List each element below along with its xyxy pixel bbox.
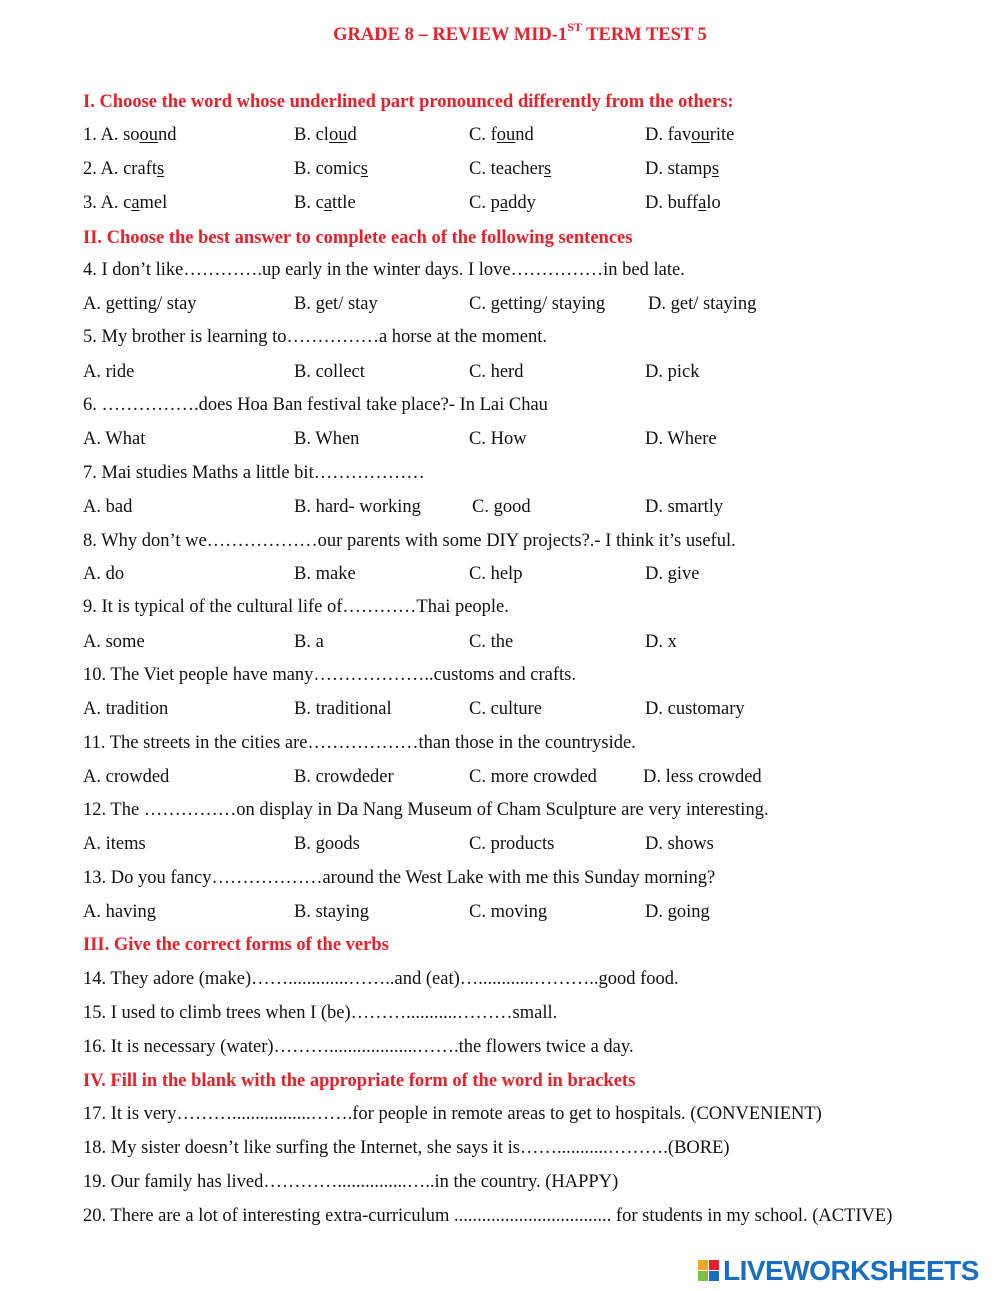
- option-7a: A. bad: [83, 497, 133, 517]
- option-8d: D. give: [645, 564, 700, 584]
- option-4b: B. get/ stay: [294, 294, 378, 314]
- section-heading-verb-forms: III. Give the correct forms of the verbs: [83, 935, 389, 955]
- logo-block: [709, 1271, 719, 1281]
- option-12b: B. goods: [294, 834, 360, 854]
- option-10b: B. traditional: [294, 699, 392, 719]
- question-15: 15. I used to climb trees when I (be)………...........………small.: [83, 1003, 558, 1023]
- logo-blocks-icon: [698, 1260, 720, 1282]
- option-3b: B. cattle: [294, 193, 356, 213]
- option-5c: C. herd: [469, 362, 524, 382]
- worksheet-title: GRADE 8 – REVIEW MID-1ST TERM TEST 5: [333, 20, 707, 46]
- option-3d: D. buffalo: [645, 193, 721, 213]
- option-4c: C. getting/ staying: [469, 294, 606, 314]
- option-13a: A. having: [83, 902, 156, 922]
- option-11c: C. more crowded: [469, 767, 597, 787]
- question-12: 12. The ……………on display in Da Nang Museum of Cham Sculpture are very interesting.: [83, 800, 769, 820]
- option-9c: C. the: [469, 632, 514, 652]
- option-9b: B. a: [294, 632, 324, 652]
- option-2d: D. stamps: [645, 159, 720, 179]
- question-17: 17. It is very……….................…….for people in remote areas to get to hospitals. (CONVENIENT): [83, 1104, 822, 1124]
- option-4d: D. get/ staying: [648, 294, 757, 314]
- logo-text: LIVEWORKSHEETS: [723, 1255, 979, 1286]
- section-heading-word-form: IV. Fill in the blank with the appropriate form of the word in brackets: [83, 1071, 636, 1091]
- option-6c: C. How: [469, 429, 527, 449]
- option-7d: D. smartly: [645, 497, 724, 517]
- option-1c: C. found: [469, 125, 534, 145]
- question-9: 9. It is typical of the cultural life of…………Thai people.: [83, 597, 509, 617]
- option-12c: C. products: [469, 834, 555, 854]
- question-7: 7. Mai studies Maths a little bit………………: [83, 463, 425, 483]
- option-13c: C. moving: [469, 902, 548, 922]
- option-6a: A. What: [83, 429, 146, 449]
- option-2a: 2. A. crafts: [83, 159, 165, 179]
- option-6d: D. Where: [645, 429, 717, 449]
- option-9a: A. some: [83, 632, 145, 652]
- option-10d: D. customary: [645, 699, 745, 719]
- option-8a: A. do: [83, 564, 125, 584]
- question-20: 20. There are a lot of interesting extra-curriculum .................................. for students in my school. (ACTIVE): [83, 1206, 893, 1226]
- question-4: 4. I don’t like………….up early in the winter days. I love……………in bed late.: [83, 260, 685, 280]
- option-9d: D. x: [645, 632, 677, 652]
- option-10c: C. culture: [469, 699, 542, 719]
- option-3c: C. paddy: [469, 193, 536, 213]
- option-3a: 3. A. camel: [83, 193, 168, 213]
- option-5d: D. pick: [645, 362, 700, 382]
- option-11d: D. less crowded: [643, 767, 762, 787]
- question-14: 14. They adore (make)…….............……..and (eat)…............………..good food.: [83, 969, 679, 989]
- option-1d: D. favourite: [645, 125, 735, 145]
- question-19: 19. Our family has lived…………...............…..in the country. (HAPPY): [83, 1172, 619, 1192]
- option-5a: A. ride: [83, 362, 135, 382]
- option-1b: B. cloud: [294, 125, 357, 145]
- option-12a: A. items: [83, 834, 146, 854]
- option-4a: A. getting/ stay: [83, 294, 197, 314]
- section-heading-multiple-choice: II. Choose the best answer to complete each of the following sentences: [83, 228, 633, 248]
- option-8c: C. help: [469, 564, 523, 584]
- section-heading-pronunciation: I. Choose the word whose underlined part pronounced differently from the others:: [83, 92, 734, 112]
- option-13d: D. going: [645, 902, 710, 922]
- option-11b: B. crowdeder: [294, 767, 394, 787]
- option-6b: B. When: [294, 429, 360, 449]
- question-5: 5. My brother is learning to……………a horse at the moment.: [83, 327, 547, 347]
- option-2c: C. teachers: [469, 159, 552, 179]
- question-13: 13. Do you fancy………………around the West Lake with me this Sunday morning?: [83, 868, 716, 888]
- option-7c: C. good: [472, 497, 531, 517]
- logo-block: [698, 1271, 708, 1281]
- question-11: 11. The streets in the cities are………………than those in the countryside.: [83, 733, 636, 753]
- question-8: 8. Why don’t we………………our parents with some DIY projects?.- I think it’s useful.: [83, 531, 736, 551]
- option-2b: B. comics: [294, 159, 368, 179]
- option-13b: B. staying: [294, 902, 370, 922]
- option-12d: D. shows: [645, 834, 714, 854]
- option-10a: A. tradition: [83, 699, 169, 719]
- question-16: 16. It is necessary (water)………...................…….the flowers twice a day.: [83, 1037, 634, 1057]
- question-10: 10. The Viet people have many………………..customs and crafts.: [83, 665, 576, 685]
- logo-block: [698, 1260, 708, 1270]
- option-1a: 1. A. soound: [83, 125, 177, 145]
- option-5b: B. collect: [294, 362, 365, 382]
- option-8b: B. make: [294, 564, 356, 584]
- question-18: 18. My sister doesn’t like surfing the Internet, she says it is……...........……….(BORE): [83, 1138, 730, 1158]
- option-11a: A. crowded: [83, 767, 170, 787]
- logo-block: [709, 1260, 719, 1270]
- question-6: 6. …………….does Hoa Ban festival take place?- In Lai Chau: [83, 395, 548, 415]
- option-7b: B. hard- working: [294, 497, 421, 517]
- liveworksheets-logo: [698, 1256, 979, 1286]
